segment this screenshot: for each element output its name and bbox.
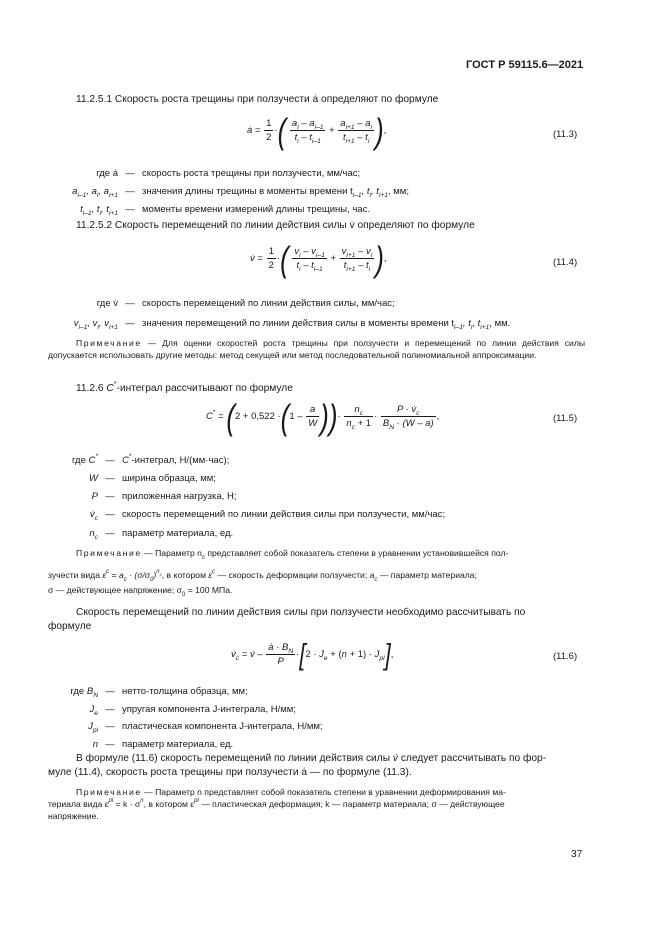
glossary-jpl: $J_{pl}$ — пластическая компонента J-интеграла, Н/мм; (88, 721, 323, 734)
glossary-c-star: где C* — C*-интеграл, Н/(мм·час); (72, 453, 230, 466)
note-11-6-line2: териала вида $\varepsilon^{pl} = k \cdot \sigma^n$, в котором $\varepsilon^{pl}$ — пластическая деформация; k — параметр материала; σ — действующее (48, 798, 505, 809)
section-11-2-6-intro: 11.2.6 C*-интеграл рассчитывают по формуле (76, 380, 293, 394)
eq-number-11-4: (11.4) (553, 257, 578, 268)
glossary-a-values: $a_{i-1}$, $a_i$, $a_{i+1}$ — значения длины трещины в моменты времени $t_{i-1}$, $t_i$, $t_{i+1}$, мм; (72, 186, 409, 199)
section-11-2-5-1-intro: 11.2.5.1 Скорость роста трещины при ползучести ȧ определяют по формуле (76, 94, 439, 105)
paragraph-after-11-6-line1: В формуле (11.6) скорость перемещений по линии действия силы v̇ следует рассчитывать по фор- (76, 753, 547, 764)
formula-11-4: v̇ = $\frac{1}{2}$ ·( $\frac{v_i - v_{i-1}}{t_i - t_{i-1}}$ + $\frac{v_{i+1} - v_i}{t_{i+1} - t_i}$ ), (250, 238, 387, 279)
glossary-n: n — параметр материала, ед. (92, 739, 234, 750)
glossary-je: $J_e$ — упругая компонента J-интеграла, Н/мм; (89, 704, 296, 717)
paragraph-11-6-intro-line2: формуле (48, 621, 92, 632)
glossary-v-values: $v_{i-1}$, $v_i$, $v_{i+1}$ — значения перемещений по линии действия силы в моменты времени $t_{i-1}$, $t_i$, $t_{i+1}$, мм. (73, 318, 511, 331)
paragraph-after-11-6-line2: муле (11.4), скорость роста трещины при ползучести ȧ — по формуле (11.3). (48, 767, 412, 778)
section-11-2-5-2-intro: 11.2.5.2 Скорость перемещений по линии действия силы v̇ определяют по формуле (76, 220, 475, 231)
glossary-w: W — ширина образца, мм; (89, 473, 216, 484)
note-11-2-6-line2: зучести вида ε̇$^c$ = $a_c \cdot (\sigma/\sigma_0)^{n_c}$, в котором ε̇$^c$ — скорость деформации ползучести; $a_c$ — параметр материала; (48, 569, 477, 583)
glossary-vc: $v̇_c$ — скорость перемещений по линии действия силы при ползучести, мм/час; (89, 509, 446, 522)
glossary-bn: где $B_N$ — нетто-толщина образца, мм; (70, 686, 248, 699)
note-11-2-5-2: Примечание — Для оценки скоростей роста трещины при ползучести и перемещений по линии действия силы допускается использовать другие методы: метод секущей или метод последовательной полиномиальной аппроксимации. (48, 338, 586, 360)
eq-number-11-6: (11.6) (553, 651, 578, 662)
paragraph-11-6-intro-line1: Скорость перемещений по линии действия силы при ползучести необходимо рассчитывать по (76, 607, 526, 618)
note-11-6-line3: напряжение. (48, 811, 99, 821)
note-11-2-6-line1: Примечание — Параметр $n_c$ представляет собой показатель степени в уравнении установившейся пол- (76, 548, 509, 561)
eq-number-11-3: (11.3) (553, 129, 578, 140)
formula-11-6: $v̇_c$ = v̇ – $\frac{ȧ \cdot B_N}{P}$ $\cdot[2 \cdot J_e + (n + 1) \cdot J_{pl}]$, (231, 636, 394, 671)
standard-header: ГОСТ Р 59115.6—2021 (466, 59, 584, 71)
formula-11-3: ȧ = $\frac{1}{2}$ ·( $\frac{a_i - a_{i-1}}{t_i - t_{i-1}}$ + $\frac{a_{i+1} - a_i}{t_{i+1} - t_i}$ ), (247, 110, 387, 151)
note-11-2-6-line3: σ — действующее напряжение; $\sigma_0 = 100$ МПа. (48, 585, 233, 598)
glossary-t-values: $t_{i-1}$, $t_i$, $t_{i+1}$ — моменты времени измерений длины трещины, час. (80, 204, 370, 217)
formula-11-5: C* = (2 + 0,522 ·(1 – $\frac{a}{W}$ ))· $\frac{n_c}{n_c + 1}$ · $\frac{P \cdot v̇_c}{B_N \cdot (W - a)}$ , (206, 396, 440, 437)
page-number: 37 (571, 849, 583, 860)
glossary-p: P — приложенная нагрузка, Н; (91, 491, 237, 502)
glossary-v-dot: где v̇ — скорость перемещений по линии действия силы, мм/час; (96, 298, 395, 309)
glossary-a-dot: где ȧ — скорость роста трещины при ползучести, мм/час; (96, 168, 361, 179)
eq-number-11-5: (11.5) (553, 413, 578, 424)
note-11-6-line1: Примечание — Параметр n представляет собой показатель степени в уравнении деформирования ма- (76, 787, 506, 797)
glossary-nc: $n_c$ — параметр материала, ед. (89, 528, 234, 541)
